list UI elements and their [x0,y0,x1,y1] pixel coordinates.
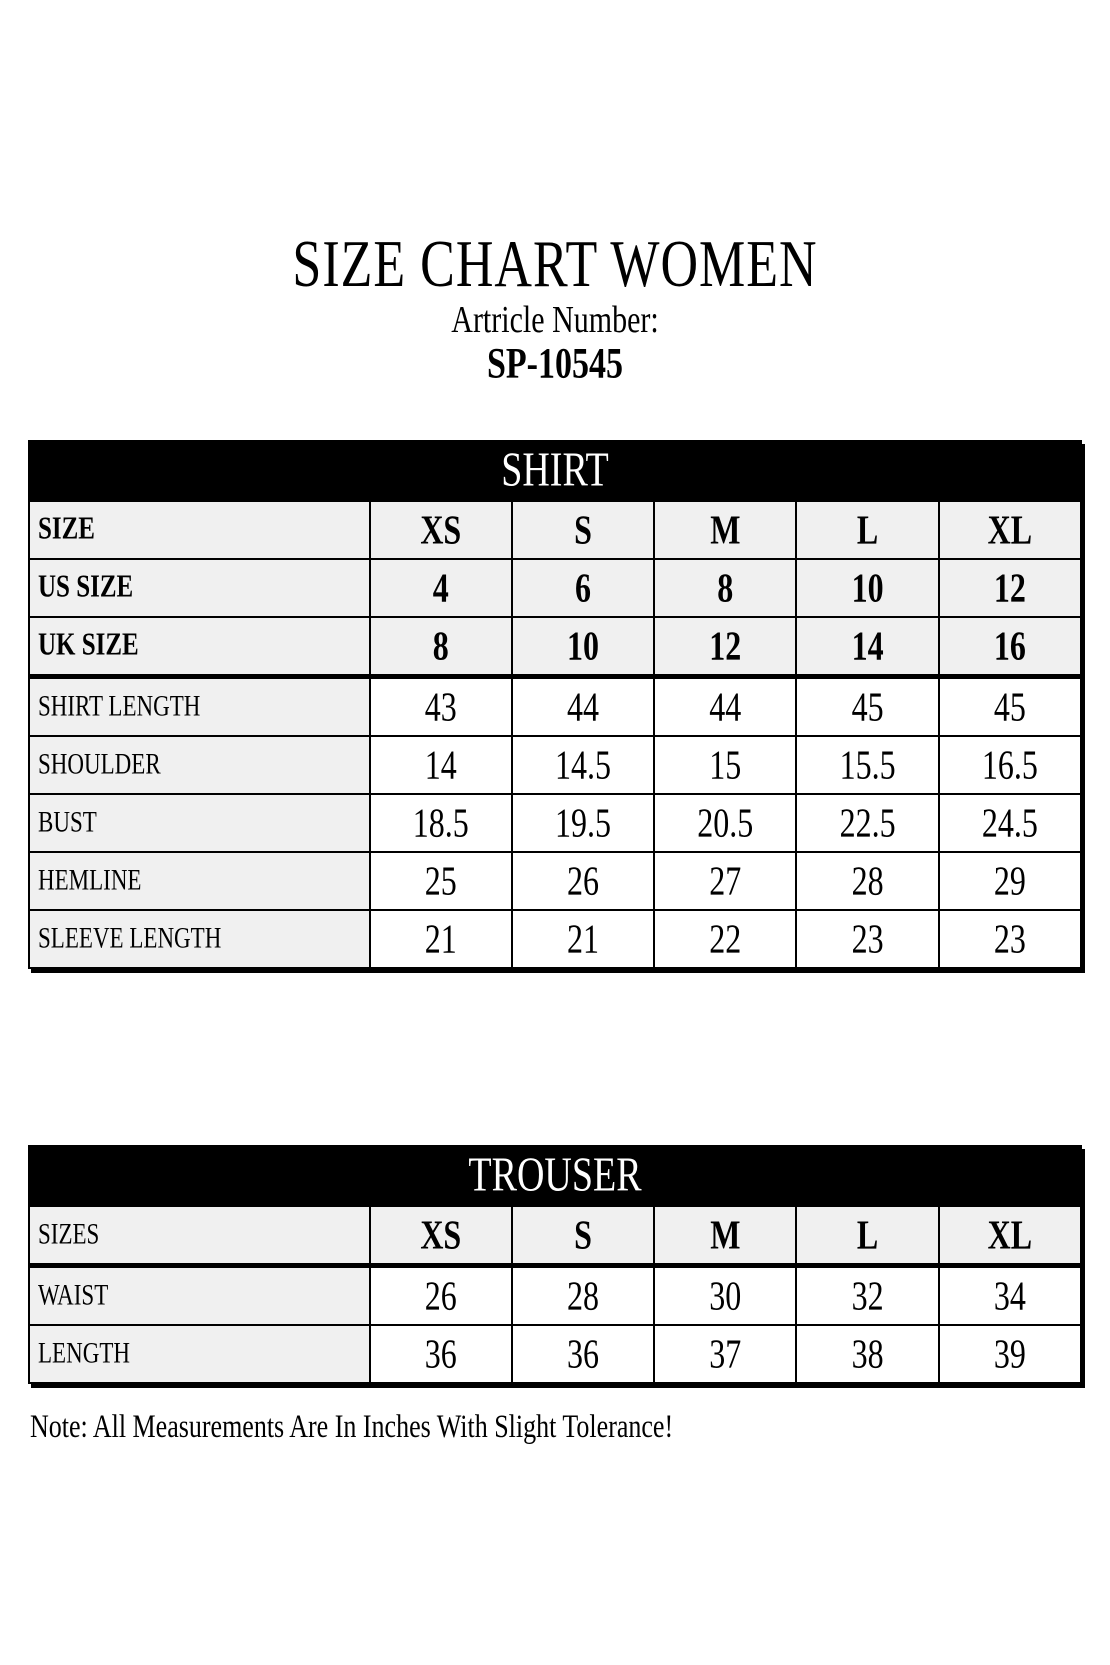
table-row-sleeve-length [29,910,1081,968]
value-cell: 44 [654,677,796,737]
value-cell: 44 [512,677,654,737]
value-cell: XS [370,1206,512,1266]
value-cell: 21 [512,910,654,968]
value-cell: 38 [796,1325,938,1383]
page-title-text: SIZE CHART WOMEN [292,228,818,302]
value-cell: 45 [796,677,938,737]
value-cell: 6 [512,559,654,617]
value-cell: XL [939,1206,1081,1266]
value-cell: 19.5 [512,794,654,852]
value-cell: 4 [370,559,512,617]
shirt-table-title: SHIRT [29,441,1081,501]
row-label-cell: LENGTH [29,1325,370,1383]
value-cell: 23 [939,910,1081,968]
table-row-length [29,1325,1081,1383]
value-cell: 14 [370,736,512,794]
value-cell: 20.5 [654,794,796,852]
row-label-cell: SHIRT LENGTH [29,677,370,737]
page-title [0,228,1110,302]
value-cell: 26 [512,852,654,910]
value-cell: 12 [654,617,796,677]
table-row-hemline [29,852,1081,910]
value-cell: 26 [370,1266,512,1326]
value-cell: S [512,1206,654,1266]
table-row-us-size [29,559,1081,617]
table-row-bust [29,794,1081,852]
value-cell: 39 [939,1325,1081,1383]
value-cell: 21 [370,910,512,968]
row-label-cell: SLEEVE LENGTH [29,910,370,968]
table-row-shirt-length [29,677,1081,737]
value-cell: 25 [370,852,512,910]
trouser-size-table [28,1145,1082,1384]
value-cell: 32 [796,1266,938,1326]
article-number-label: Artricle Number: [451,298,659,342]
value-cell: 36 [370,1325,512,1383]
value-cell: M [654,501,796,559]
value-cell: 34 [939,1266,1081,1326]
value-cell: M [654,1206,796,1266]
trouser-table-header-bar [29,1146,1081,1206]
value-cell: 29 [939,852,1081,910]
table-row-waist [29,1266,1081,1326]
value-cell: 8 [370,617,512,677]
table-row-sizes [29,1206,1081,1266]
value-cell: 14.5 [512,736,654,794]
value-cell: 28 [796,852,938,910]
value-cell: XL [939,501,1081,559]
value-cell: 15.5 [796,736,938,794]
article-number: SP-10545 [487,340,623,388]
value-cell: 45 [939,677,1081,737]
value-cell: 12 [939,559,1081,617]
row-label-cell: SHOULDER [29,736,370,794]
value-cell: 16 [939,617,1081,677]
value-cell: L [796,501,938,559]
value-cell: 16.5 [939,736,1081,794]
value-cell: XS [370,501,512,559]
value-cell: 15 [654,736,796,794]
value-cell: 22 [654,910,796,968]
value-cell: 24.5 [939,794,1081,852]
value-cell: 36 [512,1325,654,1383]
value-cell: 18.5 [370,794,512,852]
value-cell: 30 [654,1266,796,1326]
value-cell: 14 [796,617,938,677]
note-text: Note: All Measurements Are In Inches With Slight Tolerance! [30,1407,674,1445]
value-cell: L [796,1206,938,1266]
value-cell: 23 [796,910,938,968]
row-label-cell: HEMLINE [29,852,370,910]
value-cell: S [512,501,654,559]
shirt-table-header-bar [29,441,1081,501]
row-label-cell: SIZES [29,1206,370,1266]
row-label-cell: UK SIZE [29,617,370,677]
shirt-size-table [28,440,1082,969]
value-cell: 37 [654,1325,796,1383]
value-cell: 28 [512,1266,654,1326]
value-cell: 10 [796,559,938,617]
value-cell: 43 [370,677,512,737]
row-label-cell: US SIZE [29,559,370,617]
table-row-size [29,501,1081,559]
value-cell: 10 [512,617,654,677]
trouser-table-title: TROUSER [29,1146,1081,1206]
row-label-cell: SIZE [29,501,370,559]
value-cell: 8 [654,559,796,617]
row-label-cell: WAIST [29,1266,370,1326]
value-cell: 27 [654,852,796,910]
row-label-cell: BUST [29,794,370,852]
value-cell: 22.5 [796,794,938,852]
table-row-uk-size [29,617,1081,677]
table-row-shoulder [29,736,1081,794]
